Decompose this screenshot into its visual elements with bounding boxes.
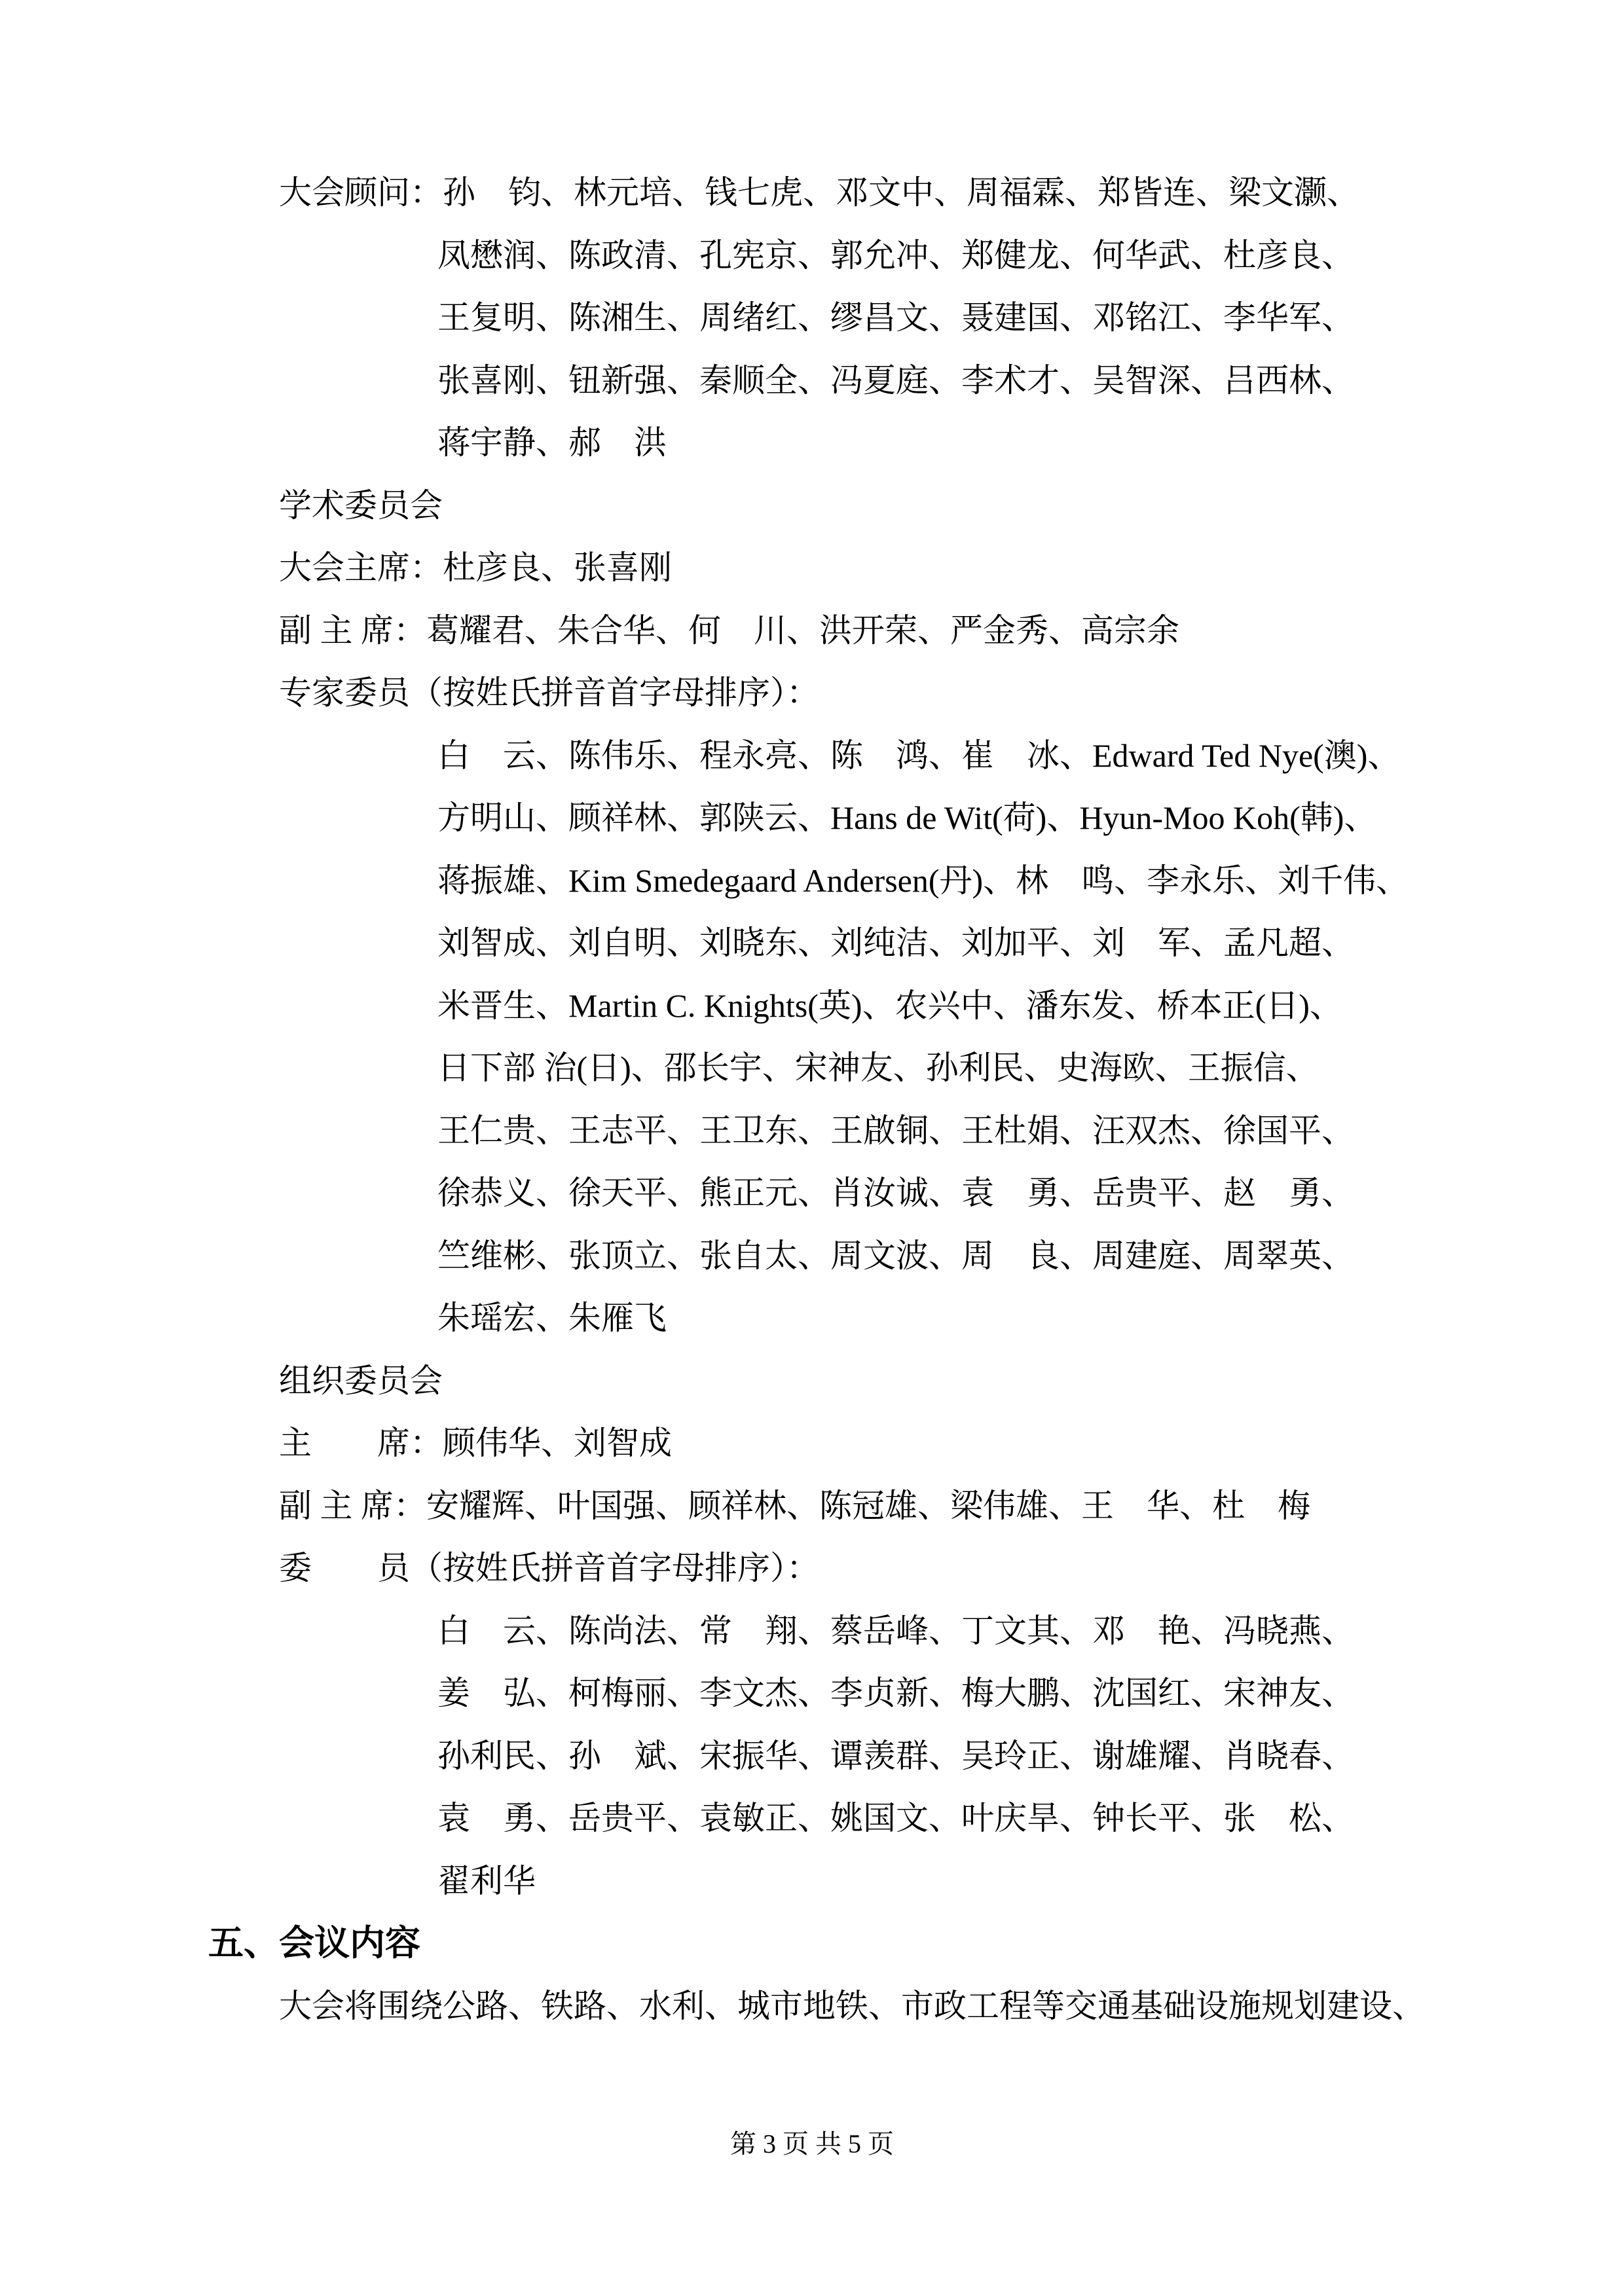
advisors-label-line: 大会顾问：孙 钧、林元培、钱七虎、邓文中、周福霖、郑皆连、梁文灏、 [279,174,1359,211]
expert-names-line: 王仁贵、王志平、王卫东、王啟铜、王杜娟、汪双杰、徐国平、 [437,1112,1354,1149]
expert-names-line: 日下部 治(日)、邵长宇、宋神友、孙利民、史海欧、王振信、 [437,1049,1319,1086]
member-names-line: 孙利民、孙 斌、宋振华、谭羡群、吴玲正、谢雄耀、肖晓春、 [437,1737,1354,1774]
document-body [0,162,1624,2037]
member-names-line: 白 云、陈尚法、常 翔、蔡岳峰、丁文其、邓 艳、冯晓燕、 [437,1612,1354,1649]
member-names-line: 袁 勇、岳贵平、袁敏正、姚国文、叶庆旱、钟长平、张 松、 [437,1800,1354,1836]
section-heading: 五、会议内容 [208,1923,420,1963]
footer-page-number: 第 3 页 共 5 页 [730,2129,894,2159]
expert-names-line: 方明山、顾祥林、郭陕云、Hans de Wit(荷)、Hyun-Moo Koh(韩)、 [437,799,1377,836]
academic-committee-title: 学术委员会 [279,486,443,524]
organizing-vice-chair-line: 副 主 席：安耀辉、叶国强、顾祥林、陈冠雄、梁伟雄、王 华、杜 梅 [279,1487,1310,1524]
experts-label-line: 专家委员（按姓氏拼音首字母排序）： [279,674,819,711]
organizing-committee-title: 组织委员会 [279,1362,443,1399]
expert-names-line: 蒋振雄、Kim Smedegaard Andersen(丹)、林 鸣、李永乐、刘千伟、 [437,862,1409,899]
expert-names-line: 徐恭义、徐天平、熊正元、肖汝诚、袁 勇、岳贵平、赵 勇、 [437,1175,1354,1211]
advisors-names-line: 王复明、陈湘生、周绪红、缪昌文、聂建国、邓铭江、李华军、 [437,299,1354,336]
expert-names-line: 白 云、陈伟乐、程永亮、陈 鸿、崔 冰、Edward Ted Nye(澳)、 [437,737,1401,774]
expert-names-line: 刘智成、刘自明、刘晓东、刘纯洁、刘加平、刘 军、孟凡超、 [437,924,1354,961]
academic-vice-chair-line: 副 主 席：葛耀君、朱合华、何 川、洪开荣、严金秀、高宗余 [279,611,1179,649]
expert-names-line: 竺维彬、张顶立、张自太、周文波、周 良、周建庭、周翠英、 [437,1237,1354,1274]
advisors-names-line: 张喜刚、钮新强、秦顺全、冯夏庭、李术才、吴智深、吕西林、 [437,361,1354,399]
member-names-line: 翟利华 [437,1862,536,1899]
expert-names-line: 米晋生、Martin C. Knights(英)、农兴中、潘东发、桥本正(日)、 [437,987,1342,1024]
section-body-line: 大会将围绕公路、铁路、水利、城市地铁、市政工程等交通基础设施规划建设、 [279,1987,1425,2024]
academic-chair-line: 大会主席：杜彦良、张喜刚 [279,549,672,586]
member-names-line: 姜 弘、柯梅丽、李文杰、李贞新、梅大鹏、沈国红、宋神友、 [437,1675,1354,1711]
advisors-names-line: 蒋宇静、郝 洪 [437,424,667,461]
expert-names-line: 朱瑶宏、朱雁飞 [437,1300,667,1336]
organizing-chair-line: 主 席：顾伟华、刘智成 [279,1425,672,1461]
members-label-line: 委 员（按姓氏拼音首字母排序）： [279,1550,819,1586]
advisors-names-line: 凤懋润、陈政清、孔宪京、郭允冲、郑健龙、何华武、杜彦良、 [437,236,1354,274]
